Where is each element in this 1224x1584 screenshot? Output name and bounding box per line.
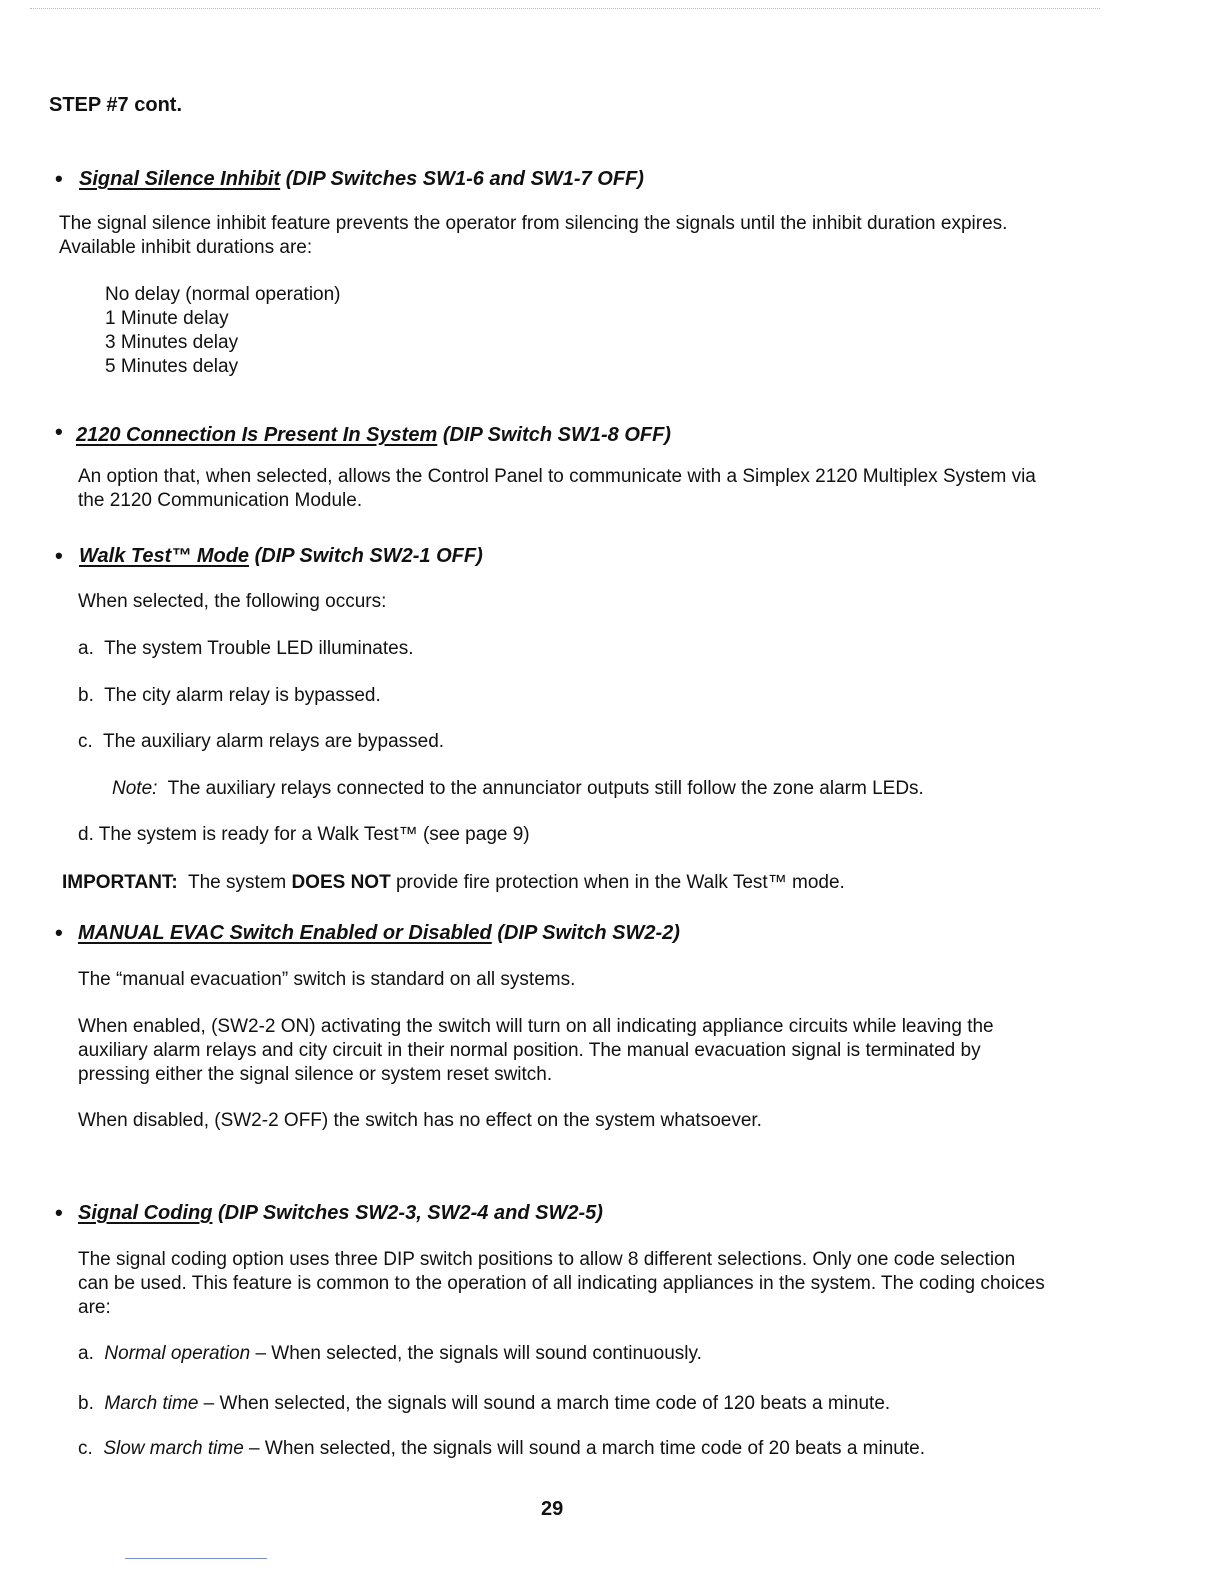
walk-item: c. The auxiliary alarm relays are bypassed. bbox=[78, 731, 445, 752]
walk-item: a. The system Trouble LED illuminates. bbox=[78, 638, 414, 659]
coding-body: The signal coding option uses three DIP switch positions to allow 8 different selections. Only one code selection can be used. This feature is common to the operation of all indicating appliances in the system. The coding choices are: bbox=[78, 1249, 1045, 1318]
page-number: 29 bbox=[541, 1498, 564, 1520]
silence-body: The signal silence inhibit feature prevents the operator from silencing the signals until the inhibit duration expires. Available inhibit durations are: bbox=[59, 213, 1008, 258]
scan-artifact-top bbox=[30, 8, 1100, 10]
coding-item: a. Normal operation – When selected, the signals will sound continuously. bbox=[78, 1343, 702, 1364]
section-heading-silence: Signal Silence Inhibit (DIP Switches SW1-6 and SW1-7 OFF) bbox=[79, 168, 644, 190]
section-heading-signal-coding: Signal Coding (DIP Switches SW2-3, SW2-4 and SW2-5) bbox=[78, 1202, 603, 1224]
walk-note: Note: The auxiliary relays connected to the annunciator outputs still follow the zone alarm LEDs. bbox=[112, 778, 924, 799]
bullet: • bbox=[55, 920, 63, 945]
section-heading-walk-test: Walk Test™ Mode (DIP Switch SW2-1 OFF) bbox=[79, 545, 483, 567]
section-heading-manual-evac: MANUAL EVAC Switch Enabled or Disabled (DIP Switch SW2-2) bbox=[78, 922, 680, 944]
bullet: • bbox=[55, 166, 63, 191]
walk-intro: When selected, the following occurs: bbox=[78, 591, 387, 612]
bullet: • bbox=[55, 419, 63, 444]
coding-item: b. March time – When selected, the signals will sound a march time code of 120 beats a minute. bbox=[78, 1393, 891, 1414]
conn2120-body: An option that, when selected, allows the Control Panel to communicate with a Simplex 2120 Multiplex System via the 2120 Communication Module. bbox=[78, 466, 1036, 511]
walk-item: b. The city alarm relay is bypassed. bbox=[78, 685, 381, 706]
section-heading-2120: 2120 Connection Is Present In System (DIP Switch SW1-8 OFF) bbox=[76, 424, 671, 446]
bullet: • bbox=[55, 1200, 63, 1225]
coding-item: c. Slow march time – When selected, the signals will sound a march time code of 20 beats a minute. bbox=[78, 1438, 925, 1459]
list-item: 1 Minute delay bbox=[105, 308, 229, 329]
evac-p1: The “manual evacuation” switch is standard on all systems. bbox=[78, 969, 576, 990]
important-notice: IMPORTANT: The system DOES NOT provide fire protection when in the Walk Test™ mode. bbox=[62, 872, 845, 893]
silence-options bbox=[105, 283, 341, 379]
bullet: • bbox=[55, 543, 63, 568]
walk-item: d. The system is ready for a Walk Test™ (see page 9) bbox=[78, 824, 530, 845]
step-title: STEP #7 cont. bbox=[49, 94, 183, 116]
list-item: 5 Minutes delay bbox=[105, 356, 239, 377]
evac-p2: When enabled, (SW2-2 ON) activating the switch will turn on all indicating appliance circuits while leaving the auxiliary alarm relays and city circuit in their normal position. The manual evacuation signal is terminated by pressing either the signal silence or system reset switch. bbox=[78, 1016, 994, 1085]
list-item: No delay (normal operation) bbox=[105, 284, 341, 305]
scan-artifact-bottom bbox=[125, 1558, 267, 1559]
list-item: 3 Minutes delay bbox=[105, 332, 239, 353]
evac-p3: When disabled, (SW2-2 OFF) the switch has no effect on the system whatsoever. bbox=[78, 1110, 762, 1131]
